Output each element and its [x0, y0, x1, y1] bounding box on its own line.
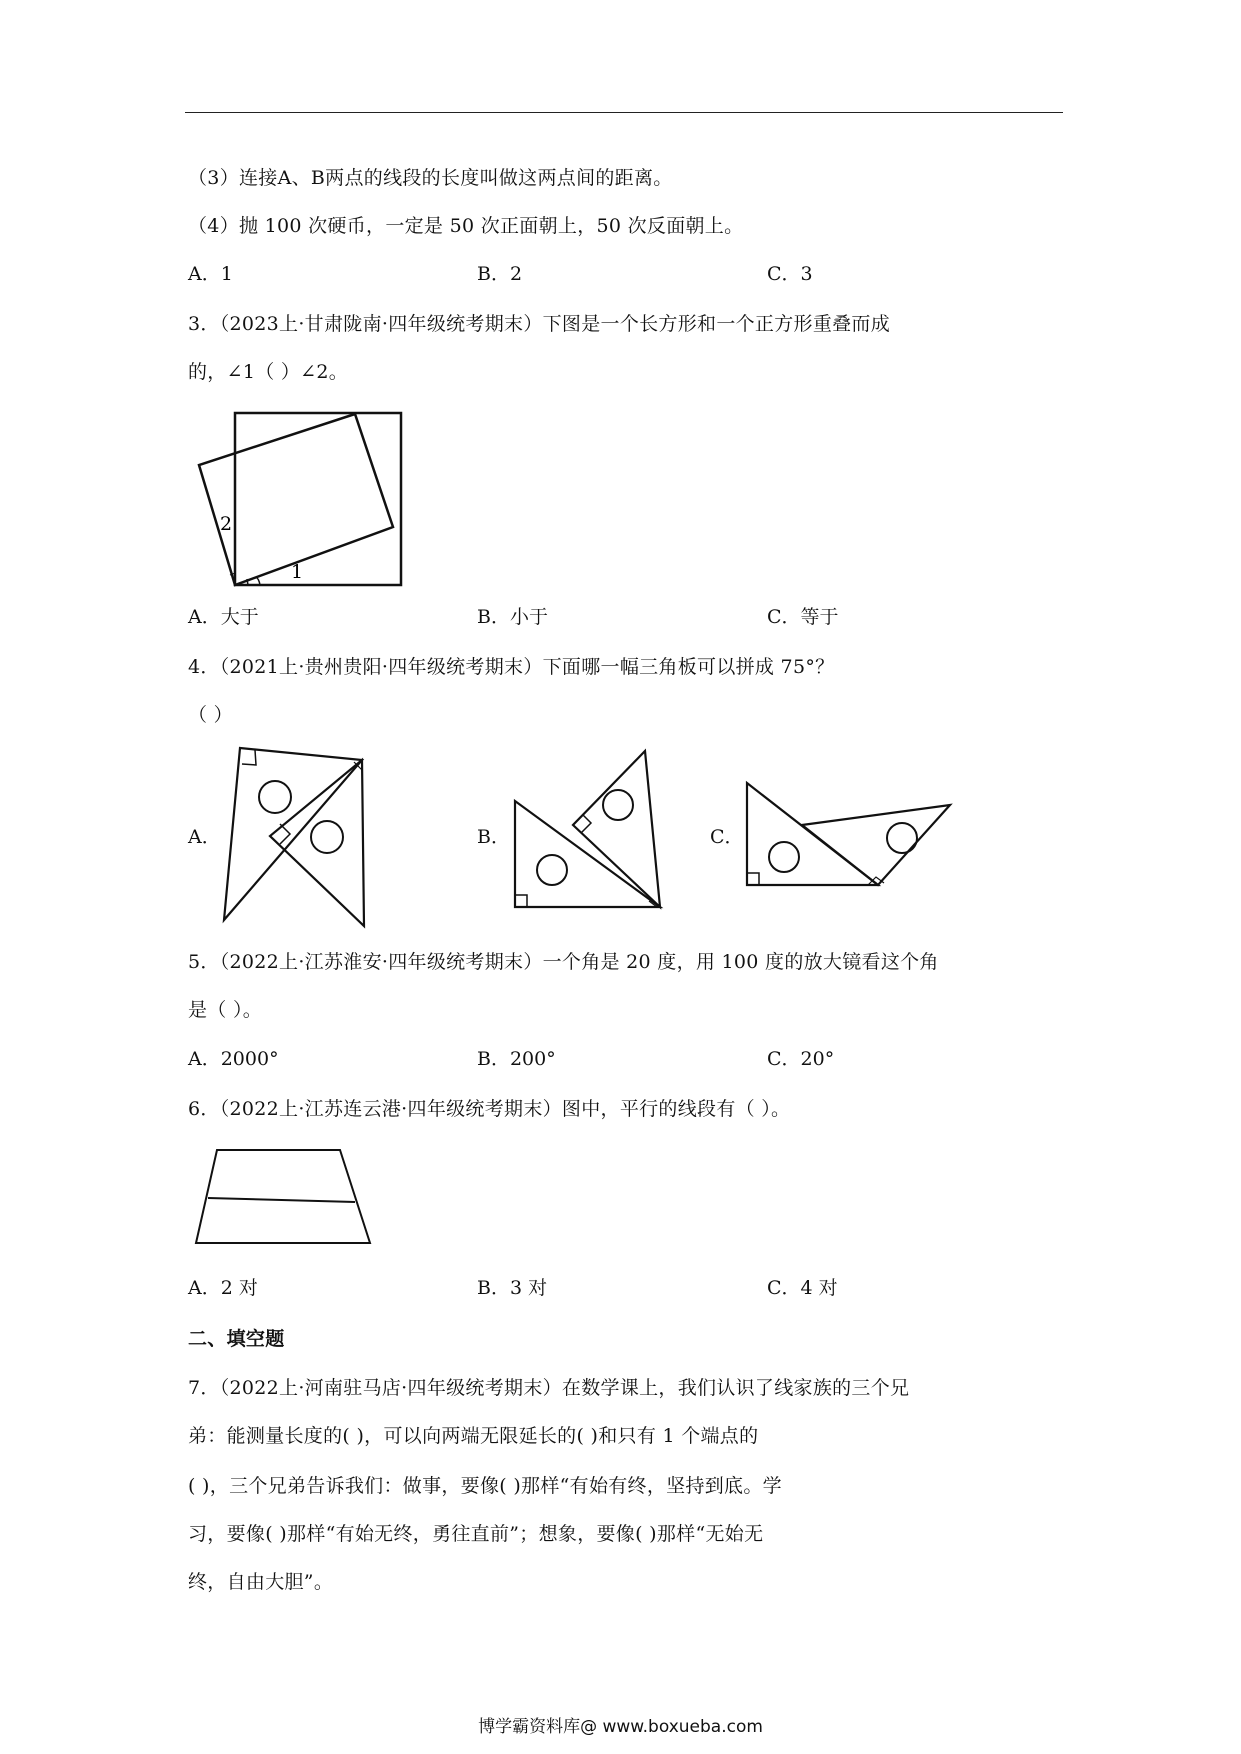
section-heading-fill-in: 二、填空题	[188, 1328, 285, 1350]
q3-text-line2: 的，∠1（ ）∠2。	[188, 361, 349, 383]
q3-overlap-figure	[190, 405, 410, 590]
q4-option-b-label[interactable]: B．	[477, 826, 510, 848]
q6-option-b[interactable]: B．3 对	[477, 1277, 548, 1299]
q4-text-line1: 4．（2021上·贵州贵阳·四年级统考期末）下面哪一幅三角板可以拼成 75°？	[188, 656, 835, 678]
angle-1-label: 1	[291, 561, 304, 583]
q4-option-b-figure[interactable]	[505, 745, 670, 915]
q3-option-c[interactable]: C．等于	[767, 606, 839, 628]
q7-text-line5: 终，自由大胆”。	[188, 1571, 334, 1593]
q5-text-line1: 5．（2022上·江苏淮安·四年级统考期末）一个角是 20 度，用 100 度的放大镜看这个角	[188, 951, 939, 973]
q6-trapezoid-figure	[190, 1145, 375, 1250]
q3-option-a[interactable]: A．大于	[188, 606, 259, 628]
q5-text-line2: 是（ ）。	[188, 999, 263, 1021]
q2-option-b[interactable]: B．2	[477, 263, 523, 285]
q3-option-b[interactable]: B．小于	[477, 606, 548, 628]
q6-option-c[interactable]: C．4 对	[767, 1277, 838, 1299]
q4-option-c-label[interactable]: C．	[710, 826, 744, 848]
q2-statement-4: （4）抛 100 次硬币，一定是 50 次正面朝上，50 次反面朝上。	[188, 215, 744, 237]
q7-text-line3: ( )，三个兄弟告诉我们：做事，要像( )那样“有始有终，坚持到底。学	[188, 1475, 782, 1497]
q2-option-a[interactable]: A．1	[188, 263, 233, 285]
q3-text-line1: 3．（2023上·甘肃陇南·四年级统考期末）下图是一个长方形和一个正方形重叠而成	[188, 313, 891, 335]
q4-text-line2: （ ）	[188, 704, 233, 726]
q7-text-line4: 习，要像( )那样“有始无终，勇往直前”；想象，要像( )那样“无始无	[188, 1523, 764, 1545]
q7-text-line2: 弟：能测量长度的( )，可以向两端无限延长的( )和只有 1 个端点的	[188, 1425, 759, 1447]
q4-option-a-label[interactable]: A．	[188, 826, 221, 848]
angle-2-label: 2	[220, 513, 233, 535]
q6-option-a[interactable]: A．2 对	[188, 1277, 258, 1299]
q5-option-c[interactable]: C．20°	[767, 1048, 835, 1070]
q6-text: 6．（2022上·江苏连云港·四年级统考期末）图中，平行的线段有（ ）。	[188, 1098, 791, 1120]
page-footer: 博学霸资料库@ www.boxueba.com	[478, 1717, 763, 1737]
q2-statement-3: （3）连接A、B两点的线段的长度叫做这两点间的距离。	[188, 167, 673, 189]
q5-option-b[interactable]: B．200°	[477, 1048, 556, 1070]
q4-option-a-figure[interactable]	[220, 740, 370, 930]
q5-option-a[interactable]: A．2000°	[188, 1048, 279, 1070]
q2-option-c[interactable]: C．3	[767, 263, 813, 285]
q7-text-line1: 7．（2022上·河南驻马店·四年级统考期末）在数学课上，我们认识了线家族的三个兄	[188, 1377, 910, 1399]
header-rule	[185, 112, 1063, 113]
q4-option-c-figure[interactable]	[740, 775, 960, 890]
